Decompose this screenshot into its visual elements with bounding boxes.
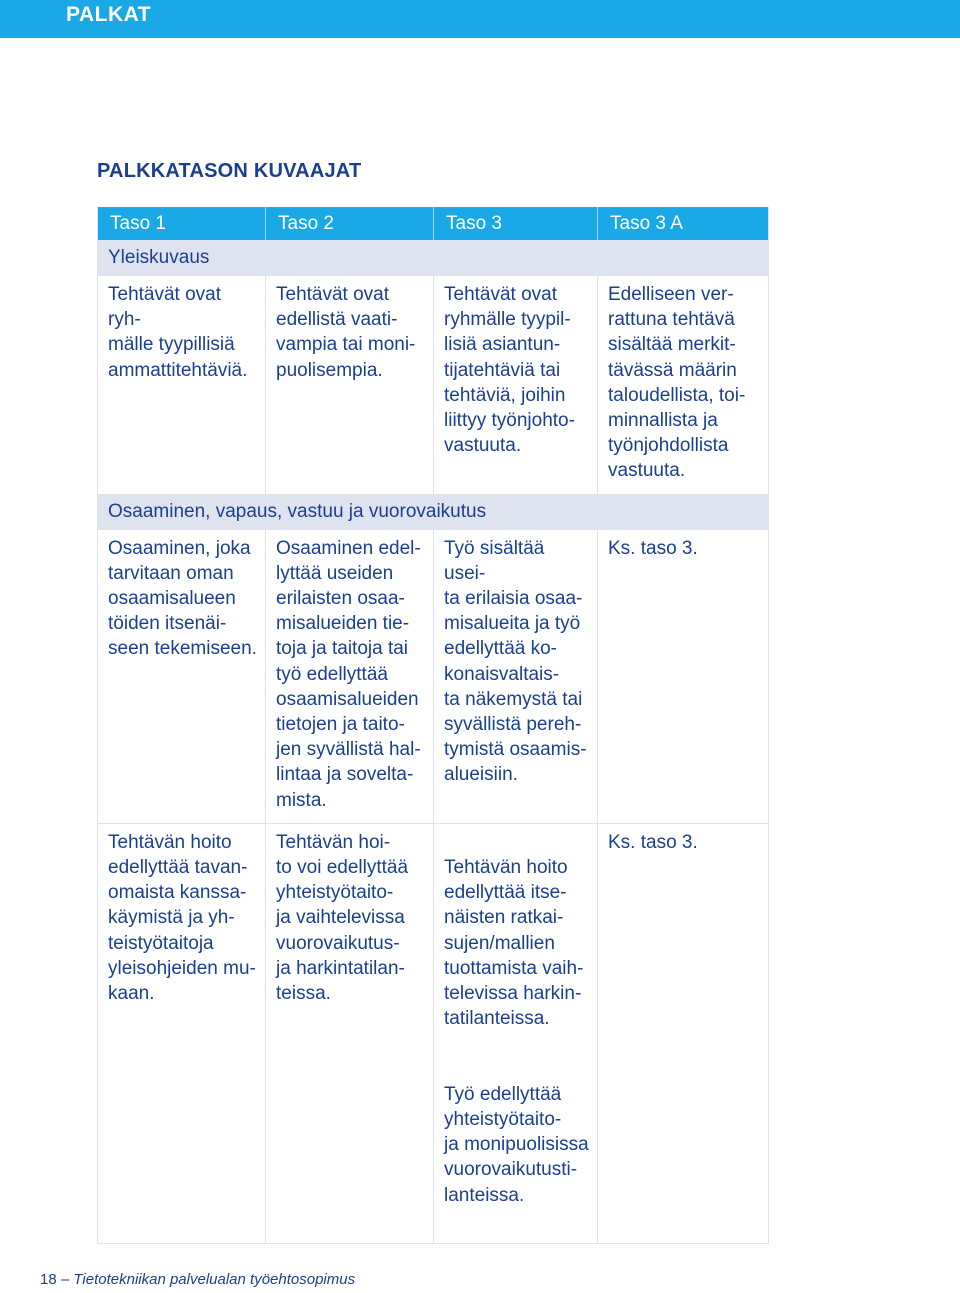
- table-cell: Osaaminen, joka tarvitaan oman osaamisalueen töiden itsenäi- seen tekemiseen.: [98, 530, 266, 823]
- table-cell: Työ sisältää usei- ta erilaisia osaa- misalueita ja työ edellyttää ko- konaisvaltais- ta näkemystä tai syvällistä pereh- tymistä osaamis- alueisiin.: [434, 530, 598, 823]
- group-label-yleiskuvaus: Yleiskuvaus: [98, 240, 768, 276]
- table-row: [98, 823, 768, 1243]
- table-cell: Tehtävän hoi- to voi edellyttää yhteistyötaito- ja vaihtelevissa vuorovaikutus- ja harkintatilan- teissa.: [266, 824, 434, 1243]
- document-name: Tietotekniikan palvelualan työehtosopimus: [73, 1271, 356, 1288]
- salary-level-table: [97, 207, 769, 1244]
- column-header-taso-3a: Taso 3 A: [610, 213, 683, 234]
- page-footer: [40, 1271, 355, 1288]
- table-row: [98, 276, 768, 494]
- table-cell-text: Tehtävän hoito edellyttää itse- näisten ratkai- sujen/mallien tuottamista vaih- televissa harkin- tatilanteissa.: [444, 857, 584, 1030]
- table-cell: Tehtävän hoito edellyttää tavan- omaista kanssa- käymistä ja yh- teistyötaitoja yleisohjeiden mu- kaan.: [98, 824, 266, 1243]
- table-cell: Ks. taso 3.: [608, 537, 698, 559]
- table-row: [98, 530, 768, 823]
- table-cell: Edelliseen ver- rattuna tehtävä sisältää merkit- tävässä määrin taloudellista, toi- minnallista ja työnjohdollista vastuuta.: [608, 284, 746, 482]
- table-cell: Osaaminen edel- lyttää useiden erilaisten osaa- misalueiden tie- toja ja taitoja tai työ edellyttää osaamisalueiden tietojen ja taito- jen syvällistä hal- lintaa ja sovelta- mista.: [266, 530, 434, 823]
- table-cell: Tehtävät ovat edellistä vaati- vampia tai moni- puolisempia.: [266, 276, 434, 494]
- group-label-osaaminen: Osaaminen, vapaus, vastuu ja vuorovaikutus: [98, 494, 768, 530]
- table-cell-stack: [434, 824, 598, 1243]
- header-title: PALKAT: [66, 3, 152, 26]
- table-cell: Tehtävät ovat ryh- mälle tyypillisiä ammattitehtäviä.: [98, 276, 266, 494]
- table-cell: Tehtävät ovat ryhmälle tyypil- lisiä asiantun- tijatehtäviä tai tehtäviä, joihin liittyy työnjohto- vastuuta.: [434, 276, 598, 494]
- column-header-taso-3: Taso 3: [434, 207, 598, 240]
- table-cell: Ks. taso 3.: [608, 831, 698, 853]
- column-header-taso-2: Taso 2: [266, 207, 434, 240]
- top-bar: [0, 0, 960, 38]
- section-title: PALKKATASON KUVAAJAT: [97, 160, 362, 182]
- column-header-taso-1: Taso 1: [98, 207, 266, 240]
- table-header: [98, 207, 768, 240]
- table-cell-text-extra: Työ edellyttää yhteistyötaito- ja monipuolisissa vuorovaikutusti- lanteissa.: [444, 1083, 589, 1206]
- page-number: 18 –: [40, 1271, 70, 1288]
